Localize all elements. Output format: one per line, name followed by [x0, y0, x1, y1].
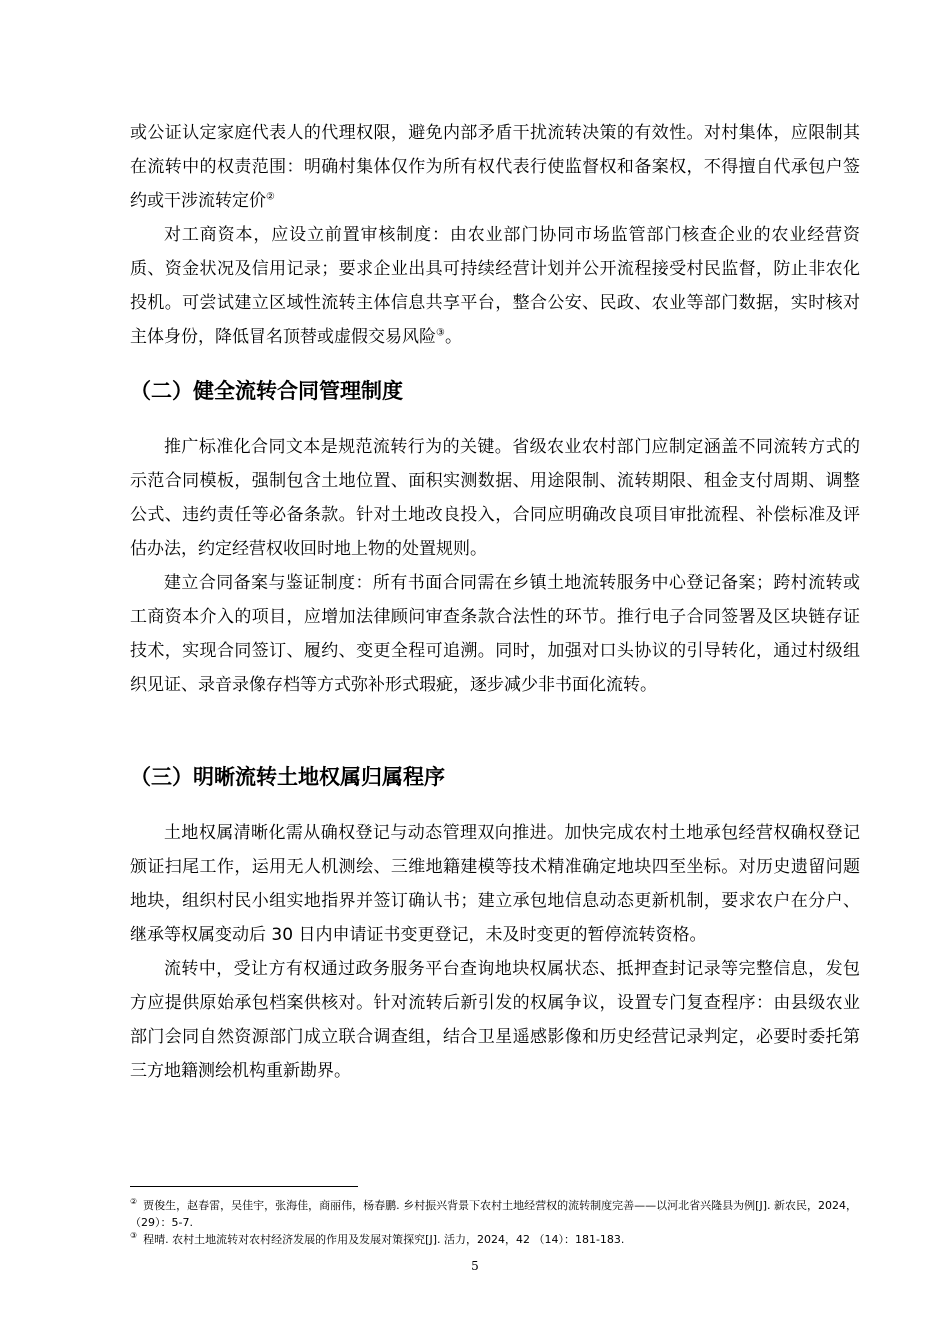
- body-text-top: [130, 116, 860, 354]
- body-text-ownership: [130, 816, 860, 1088]
- footnote-mark: ③: [130, 1231, 138, 1241]
- paragraph-business-capital: 对工商资本，应设立前置审核制度：由农业部门协同市场监管部门核查企业的农业经营资质、资金状况及信用记录；要求企业出具可持续经营计划并公开流程接受村民监督，防止非农化投机。可尝试建立区域性流转主体信息共享平台，整合公安、民政、农业等部门数据，实时核对主体身份，降低冒名顶替或虚假交易风险③。: [130, 225, 860, 347]
- paragraph: 流转中，受让方有权通过政务服务平台查询地块权属状态、抵押查封记录等完整信息，发包方应提供原始承包档案供核对。针对流转后新引发的权属争议，设置专门复查程序：由县级农业部门会同自然资源部门成立联合调查组，结合卫星遥感影像和历史经营记录判定，必要时委托第三方地籍测绘机构重新勘界。: [130, 959, 860, 1081]
- footnote-separator: [130, 1186, 358, 1187]
- footnote-ref-2: ②: [266, 191, 275, 203]
- paragraph-continuation: 或公证认定家庭代表人的代理权限，避免内部矛盾干扰流转决策的有效性。对村集体，应限制其在流转中的权责范围：明确村集体仅作为所有权代表行使监督权和备案权，不得擅自代承包户签约或干涉流转定价②: [130, 123, 860, 211]
- paragraph: 建立合同备案与鉴证制度：所有书面合同需在乡镇土地流转服务中心登记备案；跨村流转或工商资本介入的项目，应增加法律顾问审查条款合法性的环节。推行电子合同签署及区块链存证技术，实现合同签订、履约、变更全程可追溯。同时，加强对口头协议的引导转化，通过村级组织见证、录音录像存档等方式弥补形式瑕疵，逐步减少非书面化流转。: [130, 573, 860, 695]
- paragraph: 土地权属清晰化需从确权登记与动态管理双向推进。加快完成农村土地承包经营权确权登记颁证扫尾工作，运用无人机测绘、三维地籍建模等技术精准确定地块四至坐标。对历史遗留问题地块，组织村民小组实地指界并签订确认书；建立承包地信息动态更新机制，要求农户在分户、继承等权属变动后 30 日内申请证书变更登记，未及时变更的暂停流转资格。: [130, 823, 860, 945]
- footnote-mark: ②: [130, 1197, 138, 1207]
- footnote-2: ② 贾俊生，赵春雷，吴佳宇，张海佳，商丽伟，杨春鹏. 乡村振兴背景下农村土地经营权的流转制度完善——以河北省兴隆县为例[J]. 新农民，2024，（29）：5-7.: [130, 1197, 857, 1229]
- paragraph: 推广标准化合同文本是规范流转行为的关键。省级农业农村部门应制定涵盖不同流转方式的示范合同模板，强制包含土地位置、面积实测数据、用途限制、流转期限、租金支付周期、调整公式、违约责任等必备条款。针对土地改良投入，合同应明确改良项目审批流程、补偿标准及评估办法，约定经营权收回时地上物的处置规则。: [130, 437, 860, 559]
- footnotes: [130, 1197, 870, 1248]
- section-heading-ownership: （三）明晰流转土地权属归属程序: [130, 765, 445, 789]
- page-number: 5: [471, 1259, 479, 1273]
- section-heading-contract: （二）健全流转合同管理制度: [130, 379, 403, 403]
- footnote-3: ③ 程晴. 农村土地流转对农村经济发展的作用及发展对策探究[J]. 活力，2024，42 （14）：181-183.: [130, 1231, 625, 1246]
- body-text-contract: [130, 430, 860, 702]
- footnote-ref-3: ③: [436, 327, 445, 339]
